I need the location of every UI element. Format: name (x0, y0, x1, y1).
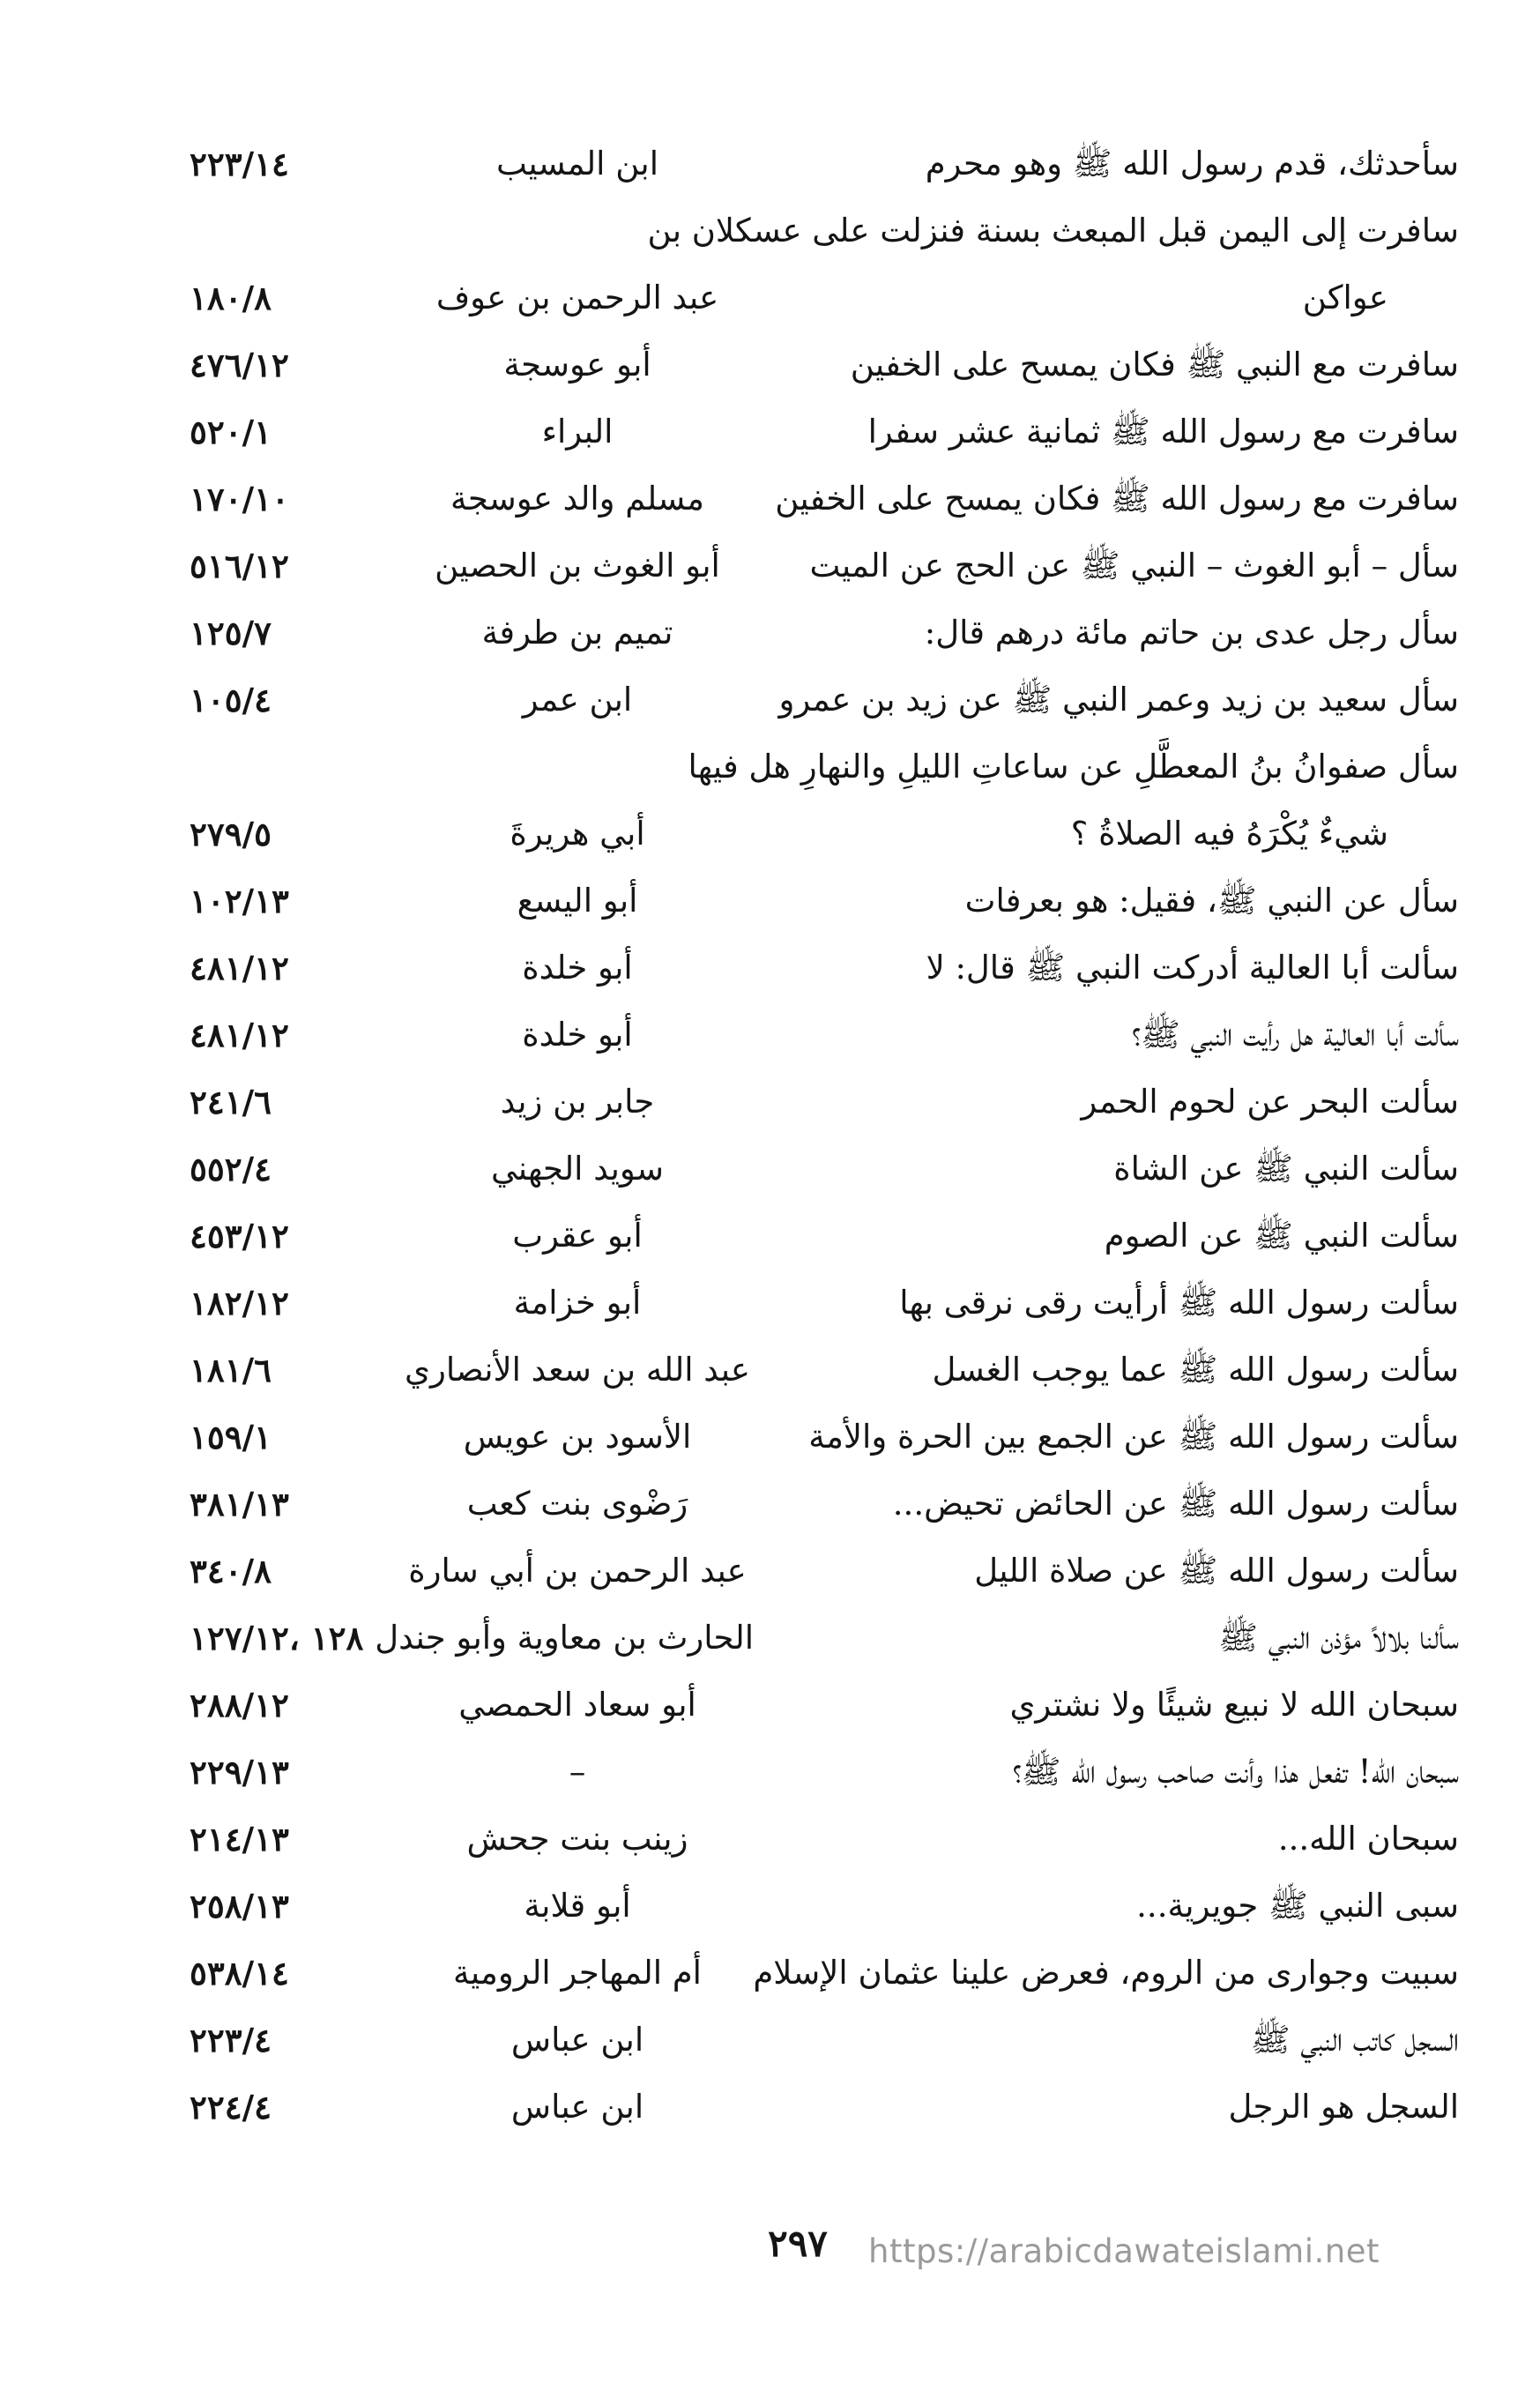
reference-text: ٤٨١/١٢ (190, 949, 289, 987)
narrator-name: ابن عباس (510, 2021, 644, 2059)
narrator-name: أبو خزامة (513, 1284, 642, 1322)
volume-page-reference (190, 1806, 357, 1873)
hadith-phrase (771, 1203, 1459, 1270)
hadith-phrase-line: سألت رسول الله ﷺ عن صلاة الليل (974, 1552, 1459, 1590)
hadith-phrase-line: سافرت مع رسول الله ﷺ ثمانية عشر سفرا (867, 413, 1459, 451)
index-row (190, 1069, 1459, 1136)
narrator-name: الحارث بن معاوية وأبو جندل (375, 1619, 754, 1657)
reference-text: ١٨١/٦ (190, 1351, 272, 1389)
index-row (190, 1605, 1459, 1672)
hadith-phrase-line: سألت البحر عن لحوم الحمر (1081, 1083, 1459, 1121)
hadith-phrase-line: سبحان الله! تفعل هذا وأنت صاحب رسول الله ﷺ؟ (1012, 1753, 1459, 1791)
narrator-name: عبد الله بن سعد الأنصاري (405, 1351, 750, 1389)
reference-text: ٢٧٩/٥ (190, 815, 272, 853)
volume-page-reference (190, 1136, 357, 1203)
reference-text: ٥١٦/١٢ (190, 547, 289, 585)
reference-text: ٤٧٦/١٢ (190, 346, 289, 384)
narrator-name: زينب بنت جحش (466, 1820, 688, 1858)
index-row (190, 667, 1459, 734)
hadith-phrase (771, 1136, 1459, 1203)
reference-text: ٥٥٢/٤ (190, 1150, 272, 1188)
narrator-name: أبو عوسجة (503, 346, 651, 384)
index-row (190, 734, 1459, 868)
narrator-name: جابر بن زيد (500, 1083, 655, 1121)
reference-text: ٢٤١/٦ (190, 1083, 272, 1121)
index-row (190, 1672, 1459, 1739)
index-row (190, 935, 1459, 1002)
volume-page-reference (190, 1203, 357, 1270)
reference-text: ١٨٢/١٢ (190, 1284, 289, 1322)
index-row (190, 466, 1459, 533)
index-row (190, 600, 1459, 667)
hadith-phrase (771, 130, 1459, 197)
index-row (190, 868, 1459, 935)
hadith-phrase-line: سألت النبي ﷺ عن الصوم (1104, 1217, 1459, 1255)
hadith-phrase (771, 1337, 1459, 1404)
hadith-phrase (771, 466, 1459, 533)
narrator-name: أبو سعاد الحمصي (458, 1686, 696, 1724)
hadith-phrase-line: سبحان الله... (1277, 1820, 1459, 1858)
hadith-phrase-line: سبى النبي ﷺ جويرية... (1136, 1887, 1459, 1925)
hadith-phrase (771, 1538, 1459, 1605)
volume-page-reference (190, 264, 357, 331)
index-row (190, 130, 1459, 197)
hadith-phrase (771, 868, 1459, 935)
hadith-phrase-line: سألت رسول الله ﷺ أرأيت رقى نرقى بها (899, 1284, 1459, 1322)
hadith-phrase-line: سأحدثك، قدم رسول الله ﷺ وهو محرم (925, 145, 1459, 182)
volume-page-reference (190, 2074, 357, 2141)
hadith-phrase-line: سألت النبي ﷺ عن الشاة (1113, 1150, 1459, 1188)
index-row (190, 1471, 1459, 1538)
volume-page-reference (190, 868, 357, 935)
reference-text: ٣٤٠/٨ (190, 1552, 272, 1590)
narrator-name: – (569, 1753, 586, 1791)
volume-page-reference (190, 399, 357, 466)
volume-page-reference (190, 1471, 357, 1538)
reference-text: ٣٨١/١٣ (190, 1485, 289, 1523)
hadith-phrase (771, 1471, 1459, 1538)
hadith-phrase (771, 935, 1459, 1002)
narrator-name: أبو خلدة (522, 949, 633, 987)
reference-text: ١٢٥/٧ (190, 614, 272, 652)
index-row (190, 1270, 1459, 1337)
hadith-phrase-line: السجل هو الرجل (1228, 2088, 1459, 2126)
narrator-name: البراء (541, 413, 614, 451)
reference-text: ٤٨١/١٢ (190, 1016, 289, 1054)
index-row (190, 2074, 1459, 2141)
narrator-name: ابن عمر (522, 681, 633, 719)
hadith-phrase-line: سافرت مع النبي ﷺ فكان يمسح على الخفين (850, 346, 1459, 384)
volume-page-reference (190, 1404, 357, 1471)
reference-text: ٢٢٣/١٤ (190, 145, 289, 183)
volume-page-reference (190, 130, 357, 197)
index-row (190, 399, 1459, 466)
hadith-phrase-line: سألت رسول الله ﷺ عن الجمع بين الحرة والأمة (808, 1418, 1459, 1456)
hadith-phrase (771, 1806, 1459, 1873)
narrator-name: عبد الرحمن بن عوف (435, 279, 719, 317)
volume-page-reference (190, 935, 357, 1002)
narrator-name: أبو اليسع (517, 882, 638, 920)
narrator-name: مسلم والد عوسجة (450, 480, 704, 518)
volume-page-reference (190, 1069, 357, 1136)
hadith-phrase-line: سأل صفوانُ بنُ المعطَّلِ عن ساعاتِ الليلِ والنهارِ هل فيها (688, 748, 1459, 786)
volume-page-reference (190, 600, 357, 667)
hadith-index-table (190, 130, 1459, 2141)
volume-page-reference (190, 667, 357, 734)
hadith-phrase (771, 1404, 1459, 1471)
reference-text: ١٠٢/١٣ (190, 882, 289, 920)
narrator-name: أبو الغوث بن الحصين (435, 547, 720, 585)
hadith-phrase (771, 1739, 1459, 1806)
index-row (190, 1337, 1459, 1404)
hadith-phrase-line: سافرت مع رسول الله ﷺ فكان يمسح على الخفين (775, 480, 1459, 518)
volume-page-reference (190, 1337, 357, 1404)
narrator-name: أبو عقرب (512, 1217, 643, 1255)
hadith-phrase-line: سألت رسول الله ﷺ عما يوجب الغسل (932, 1351, 1459, 1389)
index-row (190, 331, 1459, 399)
volume-page-reference (190, 1940, 357, 2007)
hadith-phrase-line: سبحان الله لا نبيع شيئًا ولا نشتري (1009, 1686, 1459, 1724)
hadith-phrase-line: شيءٌ يُكْرَهُ فيه الصلاةُ ؟ (1070, 815, 1388, 853)
hadith-phrase (771, 533, 1459, 600)
index-row (190, 197, 1459, 331)
narrator-name: تميم بن طرفة (481, 614, 673, 652)
index-row (190, 1203, 1459, 1270)
watermark-url[interactable]: https://arabicdawateislami.net (868, 2232, 1380, 2270)
volume-page-reference (190, 2007, 357, 2074)
reference-text: ٢٢٤/٤ (190, 2088, 272, 2127)
reference-text: ١٠٥/٤ (190, 681, 272, 719)
reference-text: ١٥٩/١ (190, 1418, 272, 1456)
hadith-phrase-line: سأل – أبو الغوث – النبي ﷺ عن الحج عن الميت (809, 547, 1459, 585)
hadith-phrase (647, 197, 1459, 331)
hadith-phrase (771, 399, 1459, 466)
hadith-phrase-line: سأل سعيد بن زيد وعمر النبي ﷺ عن زيد بن عمرو (778, 681, 1459, 719)
hadith-phrase (771, 331, 1459, 399)
volume-page-reference (190, 1873, 357, 1940)
index-row (190, 533, 1459, 600)
reference-text: ٥٣٨/١٤ (190, 1954, 289, 1993)
narrator-name: عبد الرحمن بن أبي سارة (408, 1552, 747, 1590)
hadith-phrase (771, 600, 1459, 667)
index-row (190, 1940, 1459, 2007)
index-row (190, 1739, 1459, 1806)
page-number: ٢٩٧ (768, 2222, 828, 2265)
hadith-phrase-line: سافرت إلى اليمن قبل المبعث بسنة فنزلت على عسكلان بن (647, 212, 1459, 250)
hadith-phrase-line: سألت أبا العالية أدركت النبي ﷺ قال: لا (926, 949, 1459, 987)
hadith-phrase (771, 1672, 1459, 1739)
hadith-phrase-line: سأل عن النبي ﷺ، فقيل: هو بعرفات (964, 882, 1459, 920)
narrator-name: أم المهاجر الرومية (453, 1954, 702, 1992)
reference-text: ٢٢٣/٤ (190, 2021, 272, 2060)
hadith-phrase (771, 667, 1459, 734)
volume-page-reference (190, 466, 357, 533)
volume-page-reference (190, 331, 357, 399)
index-row (190, 1538, 1459, 1605)
reference-text: ٤٥٣/١٢ (190, 1217, 289, 1255)
hadith-phrase-line: سألنا بلالاً مؤذن النبي ﷺ (1218, 1619, 1459, 1657)
hadith-phrase (771, 2074, 1459, 2141)
index-row (190, 1806, 1459, 1873)
volume-page-reference (190, 1672, 357, 1739)
hadith-phrase-line: السجل كاتب النبي ﷺ (1250, 2021, 1459, 2059)
hadith-phrase (771, 1605, 1459, 1672)
volume-page-reference (190, 1270, 357, 1337)
hadith-phrase (771, 1069, 1459, 1136)
hadith-phrase (771, 2007, 1459, 2074)
hadith-phrase (771, 1270, 1459, 1337)
reference-text: ١٨٠/٨ (190, 279, 272, 317)
index-row (190, 1873, 1459, 1940)
volume-page-reference (190, 1538, 357, 1605)
narrator-name: الأسود بن عويس (463, 1418, 692, 1456)
hadith-phrase (771, 1002, 1459, 1069)
reference-text: ٢٨٨/١٢ (190, 1686, 289, 1724)
narrator-name: ابن المسيب (496, 145, 658, 182)
volume-page-reference (190, 801, 357, 868)
hadith-phrase-line: سأل رجل عدى بن حاتم مائة درهم قال: (924, 614, 1459, 652)
narrator-name: أبو خلدة (522, 1016, 633, 1054)
volume-page-reference (190, 533, 357, 600)
hadith-phrase-line: سبيت وجوارى من الروم، فعرض علينا عثمان الإسلام (753, 1954, 1459, 1992)
reference-text: ٢٥٨/١٣ (190, 1887, 289, 1926)
narrator-name: أبو قلابة (524, 1887, 631, 1925)
reference-text: ١٧٠/١٠ (190, 480, 289, 518)
narrator-name: سويد الجهني (490, 1150, 665, 1188)
hadith-phrase (688, 734, 1459, 868)
narrator-name: ابن عباس (510, 2088, 644, 2126)
hadith-phrase-line: سألت رسول الله ﷺ عن الحائض تحيض... (892, 1485, 1459, 1523)
volume-page-reference (190, 1002, 357, 1069)
reference-text: ٢١٤/١٣ (190, 1820, 289, 1859)
narrator-name: رَضْوى بنت كعب (466, 1485, 688, 1523)
index-row (190, 1002, 1459, 1069)
reference-text: ١٢٨ ،١٢٧/١٢ (190, 1619, 364, 1657)
reference-text: ٥٢٠/١ (190, 413, 272, 451)
narrator-name: أبي هريرةَ (510, 815, 645, 853)
index-row (190, 1136, 1459, 1203)
hadith-phrase (753, 1940, 1459, 2007)
hadith-phrase-line: سألت أبا العالية هل رأيت النبي ﷺ؟ (1131, 1016, 1459, 1054)
reference-text: ٢٢٩/١٣ (190, 1753, 289, 1791)
index-row (190, 1404, 1459, 1471)
index-row (190, 2007, 1459, 2074)
volume-page-reference (190, 1739, 357, 1806)
hadith-phrase-line: عواكن (1302, 279, 1388, 317)
volume-page-reference (190, 1605, 364, 1672)
hadith-phrase (771, 1873, 1459, 1940)
